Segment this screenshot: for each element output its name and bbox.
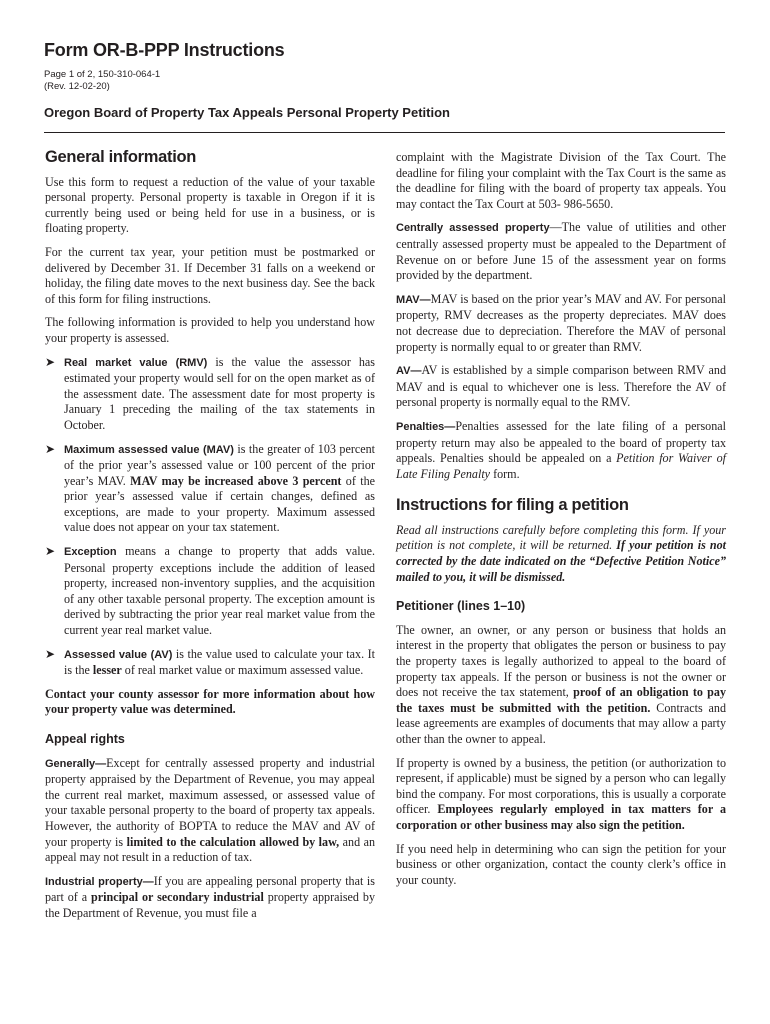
appeal-rights-heading: Appeal rights — [45, 732, 125, 746]
assessment-intro-paragraph: The following information is provided to help you understand how your property is assessed. — [45, 315, 375, 345]
petitioner-paragraph-3: If you need help in determining who can sign the petition for your business or other organization, contact the county clerk’s office in your county. — [396, 841, 726, 887]
av-paragraph: AV—AV is established by a simple comparison between RMV and MAV and is equal to whichever one is less. Therefore the AV of personal property is normally equal to the RMV. — [396, 363, 726, 410]
revision-date: (Rev. 12-02-20) — [44, 81, 110, 92]
rmv-text: is the value the assessor has estimated your property would sell for on the open market as of the assessment date. The assessment date for most property is January 1 preceding the mailing of the tax statements in October. — [64, 354, 375, 432]
contact-assessor-paragraph: Contact your county assessor for more information about how your property value was determined. — [45, 686, 375, 717]
mav-label: Maximum assessed value (MAV) — [64, 443, 234, 456]
industrial-text-split: property appraised by the Department of Revenue, you must file a — [45, 890, 375, 920]
mav-bold-text: MAV may be increased above 3 percent — [130, 473, 342, 488]
generally-paragraph: Generally—Except for centrally assessed property and industrial property appraised by the Department of Revenue, you may appeal the current real market, maximum assessed, or assessed value of your taxable personal property to the board of property tax appeals. However, the authority of BOPTA to reduce the MAV and AV of your property is limited to the calculation allowed by law, and an appeal may not result in a reduction of tax. — [45, 755, 375, 865]
industrial-text-continued: complaint with the Magistrate Division of the Tax Court. The deadline for filing your complaint with the Tax Court is the same as the deadline for filing with the board of property tax appeals. You may contact the Tax Court at 503- 986-5650. — [396, 150, 726, 211]
exception-bullet — [45, 544, 375, 639]
form-title: Form OR-B-PPP Instructions — [44, 40, 285, 60]
av-text: is the value used to calculate your tax. It is the — [64, 646, 376, 678]
mav-paragraph: MAV—MAV is based on the prior year’s MAV and AV. For personal property, RMV decreases as the property depreciates. MAV does not decrease due to depreciation. Therefore the MAV of personal property is normally equal to or greater than RMV. — [396, 291, 726, 354]
av-bullet — [45, 647, 375, 679]
instructions-heading: Instructions for filing a petition — [396, 496, 629, 515]
arrow-bullet-icon: ➤ — [45, 354, 56, 369]
right-column — [396, 150, 726, 896]
av-text-continued: of real market value or maximum assessed value. — [121, 663, 364, 678]
form-subtitle: Oregon Board of Property Tax Appeals Personal Property Petition — [44, 105, 450, 120]
left-column — [45, 150, 375, 930]
mav-text: is the greater of 103 percent of the prior year’s assessed value or 100 percent of the prior year’s MAV. — [64, 441, 375, 488]
general-information-heading: General information — [45, 148, 197, 166]
av-label: Assessed value (AV) — [64, 648, 173, 661]
mav-bullet — [45, 442, 375, 537]
rmv-bullet — [45, 355, 375, 434]
arrow-bullet-icon: ➤ — [45, 544, 56, 559]
header-divider — [44, 132, 725, 133]
exception-text: means a change to property that adds value. Personal property exceptions include the addition of leased property, increased non-inventory supplies, and the acquisition of any other taxable personal property. The exception amount is derived by subtracting the prior year real market value from the current year real market value. — [64, 544, 375, 638]
intro-paragraph: Use this form to request a reduction of the value of your taxable personal property. Personal property is taxable in Oregon if it is currently being used or being held for use in a business, or is floating property. — [45, 174, 375, 236]
arrow-bullet-icon: ➤ — [45, 646, 56, 661]
av-bold-text: lesser — [92, 663, 122, 678]
mav-text-continued: of the prior year’s assessed value if certain changes, defined as exceptions, are made to your property. Maximum assessed value does not appear on your tax statement. — [64, 473, 375, 535]
petitioner-heading: Petitioner (lines 1–10) — [396, 599, 526, 614]
petitioner-paragraph-1: The owner, an owner, or any person or business that holds an interest in the property that obligates the person or business to pay the property taxes is legally authorized to appeal to the board of property tax appeals. If the person or business is not the owner or does not receive the tax statement, proof of an obligation to pay the taxes must be submitted with the petition. Contracts and lease agreements are examples of documents that may allow a party other than the owner to appeal. — [396, 622, 726, 746]
instructions-intro: Read all instructions carefully before completing this form. If your petition is not complete, it will be returned. If your petition is not corrected by the date indicated on the “Defective Petition Notice” mailed to you, it will be dismissed. — [396, 522, 726, 584]
rmv-label: Real market value (RMV) — [64, 356, 208, 369]
centrally-assessed-paragraph: Centrally assessed property—The value of utilities and other centrally assessed property must be appealed to the Department of Revenue on or before June 15 of the assessment year on forms provided by the department. — [396, 220, 726, 283]
page-info: Page 1 of 2, 150-310-064-1 — [44, 69, 161, 80]
document-header — [44, 40, 724, 120]
petitioner-paragraph-2: If property is owned by a business, the petition (or authorization to represent, if applicable) must be signed by a person who can legally bind the company. For most corporations, this is usually a corporate officer. Employees regularly employed in tax matters for a corporation or other business may also sign the petition. — [396, 755, 726, 832]
deadline-paragraph: For the current tax year, your petition must be postmarked or delivered by December 31. If December 31 falls on a weekend or holiday, the filing date moves to the next business day. See the back of this form for filing instructions. — [45, 244, 375, 306]
exception-label: Exception — [64, 546, 117, 559]
industrial-property-paragraph: Industrial property—If you are appealing personal property that is part of a principal or secondary industrial property appraised by the Department of Revenue, you must file a — [45, 873, 375, 920]
industrial-property-continued — [396, 150, 726, 212]
arrow-bullet-icon: ➤ — [45, 441, 56, 456]
penalties-paragraph: Penalties—Penalties assessed for the late filing of a personal property return may also be appealed to the board of property tax appeals. Penalties should be appealed on a Petition for Waiver of Late Filing Penalty form. — [396, 418, 726, 481]
